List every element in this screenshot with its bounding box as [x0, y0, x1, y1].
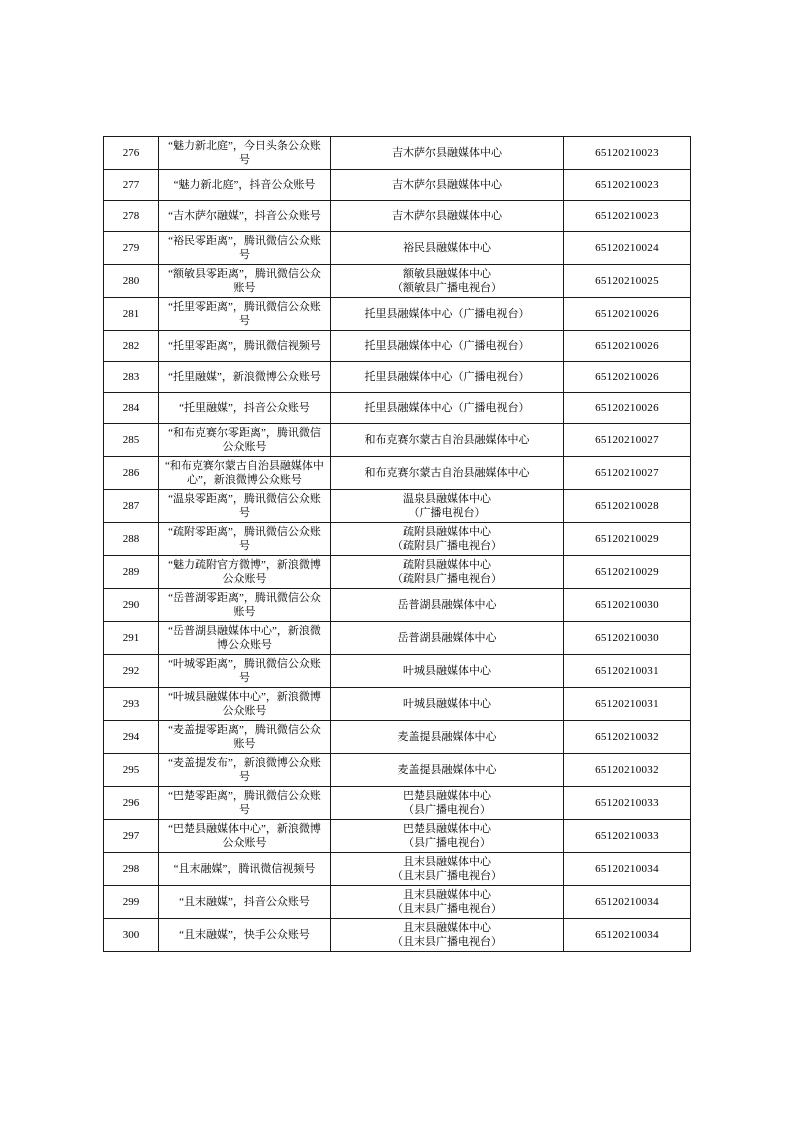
account-name-cell: “和布克赛尔零距离”，腾讯微信公众账号 — [159, 424, 331, 457]
table-row — [104, 589, 691, 622]
organization-line: 麦盖提县融媒体中心 — [397, 764, 497, 776]
organization-line: 巴楚县融媒体中心 — [403, 790, 491, 802]
table-row — [104, 170, 691, 201]
account-name-cell: “裕民零距离”，腾讯微信公众账号 — [159, 232, 331, 265]
organization-line: 额敏县融媒体中心 — [403, 268, 491, 280]
license-number-cell: 65120210025 — [564, 265, 691, 298]
license-number-cell: 65120210034 — [564, 886, 691, 919]
organization-cell — [331, 393, 564, 424]
row-number-cell: 280 — [104, 265, 159, 298]
license-number-cell: 65120210026 — [564, 362, 691, 393]
organization-cell — [331, 424, 564, 457]
license-number-cell: 65120210032 — [564, 754, 691, 787]
organization-line: 巴楚县融媒体中心 — [403, 823, 491, 835]
organization-line: 且末县融媒体中心 — [403, 922, 491, 934]
organization-line: （且末县广播电视台） — [392, 936, 502, 948]
organization-line: 疏附县融媒体中心 — [403, 559, 491, 571]
organization-line: （广播电视台） — [408, 507, 486, 519]
license-number-cell: 65120210033 — [564, 787, 691, 820]
table-row — [104, 393, 691, 424]
row-number-cell: 276 — [104, 137, 159, 170]
table-row — [104, 331, 691, 362]
license-number-cell: 65120210034 — [564, 853, 691, 886]
account-name-cell: “疏附零距离”，腾讯微信公众账号 — [159, 523, 331, 556]
account-name-cell: “叶城县融媒体中心”，新浪微博公众账号 — [159, 688, 331, 721]
row-number-cell: 287 — [104, 490, 159, 523]
organization-cell — [331, 457, 564, 490]
organization-line: （额敏县广播电视台） — [392, 282, 502, 294]
license-number-cell: 65120210023 — [564, 170, 691, 201]
license-number-cell: 65120210026 — [564, 393, 691, 424]
organization-line: 托里县融媒体中心（广播电视台） — [364, 402, 530, 414]
row-number-cell: 289 — [104, 556, 159, 589]
license-number-cell: 65120210026 — [564, 331, 691, 362]
organization-cell — [331, 362, 564, 393]
table-row — [104, 523, 691, 556]
organization-cell — [331, 137, 564, 170]
row-number-cell: 283 — [104, 362, 159, 393]
row-number-cell: 298 — [104, 853, 159, 886]
table-row — [104, 298, 691, 331]
row-number-cell: 277 — [104, 170, 159, 201]
organization-cell — [331, 919, 564, 952]
organization-line: 且末县融媒体中心 — [403, 856, 491, 868]
account-name-cell: “魅力新北庭”，今日头条公众账号 — [159, 137, 331, 170]
organization-line: 吉木萨尔县融媒体中心 — [392, 147, 502, 159]
license-number-cell: 65120210032 — [564, 721, 691, 754]
license-number-cell: 65120210029 — [564, 523, 691, 556]
organization-cell — [331, 787, 564, 820]
license-number-cell: 65120210030 — [564, 589, 691, 622]
table-row — [104, 919, 691, 952]
license-number-cell: 65120210026 — [564, 298, 691, 331]
organization-line: （且末县广播电视台） — [392, 870, 502, 882]
table-row — [104, 556, 691, 589]
organization-cell — [331, 331, 564, 362]
account-name-cell: “魅力疏附官方微博”，新浪微博公众账号 — [159, 556, 331, 589]
row-number-cell: 285 — [104, 424, 159, 457]
row-number-cell: 279 — [104, 232, 159, 265]
organization-cell — [331, 490, 564, 523]
row-number-cell: 278 — [104, 201, 159, 232]
organization-cell — [331, 688, 564, 721]
organization-line: （疏附县广播电视台） — [392, 573, 502, 585]
row-number-cell: 296 — [104, 787, 159, 820]
table-row — [104, 424, 691, 457]
row-number-cell: 294 — [104, 721, 159, 754]
account-name-cell: “额敏县零距离”，腾讯微信公众账号 — [159, 265, 331, 298]
account-name-cell: “托里融媒”，新浪微博公众账号 — [159, 362, 331, 393]
organization-cell — [331, 853, 564, 886]
account-name-cell: “温泉零距离”，腾讯微信公众账号 — [159, 490, 331, 523]
organization-cell — [331, 721, 564, 754]
organization-line: （县广播电视台） — [403, 837, 491, 849]
table-row — [104, 721, 691, 754]
organization-cell — [331, 754, 564, 787]
organization-cell — [331, 170, 564, 201]
organization-line: 疏附县融媒体中心 — [403, 526, 491, 538]
account-name-cell: “且末融媒”，快手公众账号 — [159, 919, 331, 952]
organization-cell — [331, 655, 564, 688]
row-number-cell: 297 — [104, 820, 159, 853]
row-number-cell: 291 — [104, 622, 159, 655]
license-number-cell: 65120210027 — [564, 424, 691, 457]
organization-line: 岳普湖县融媒体中心 — [397, 632, 497, 644]
table-row — [104, 820, 691, 853]
row-number-cell: 288 — [104, 523, 159, 556]
license-number-cell: 65120210033 — [564, 820, 691, 853]
organization-line: 温泉县融媒体中心 — [403, 493, 491, 505]
license-number-cell: 65120210024 — [564, 232, 691, 265]
account-name-cell: “麦盖提零距离”，腾讯微信公众账号 — [159, 721, 331, 754]
organization-line: 和布克赛尔蒙古自治县融媒体中心 — [364, 434, 530, 446]
account-name-cell: “叶城零距离”，腾讯微信公众账号 — [159, 655, 331, 688]
organization-line: 和布克赛尔蒙古自治县融媒体中心 — [364, 467, 530, 479]
organization-cell — [331, 556, 564, 589]
organization-line: 托里县融媒体中心（广播电视台） — [364, 308, 530, 320]
row-number-cell: 295 — [104, 754, 159, 787]
row-number-cell: 282 — [104, 331, 159, 362]
row-number-cell: 299 — [104, 886, 159, 919]
license-table-body — [104, 137, 691, 952]
organization-line: （且末县广播电视台） — [392, 903, 502, 915]
table-row — [104, 754, 691, 787]
table-row — [104, 490, 691, 523]
organization-line: 且末县融媒体中心 — [403, 889, 491, 901]
table-row — [104, 787, 691, 820]
organization-line: （疏附县广播电视台） — [392, 540, 502, 552]
account-name-cell: “托里零距离”，腾讯微信公众账号 — [159, 298, 331, 331]
organization-cell — [331, 232, 564, 265]
account-name-cell: “和布克赛尔蒙古自治县融媒体中心”，新浪微博公众账号 — [159, 457, 331, 490]
license-number-cell: 65120210031 — [564, 655, 691, 688]
license-number-cell: 65120210027 — [564, 457, 691, 490]
organization-line: 吉木萨尔县融媒体中心 — [392, 210, 502, 222]
organization-cell — [331, 820, 564, 853]
table-row — [104, 201, 691, 232]
organization-line: 叶城县融媒体中心 — [403, 665, 491, 677]
license-number-cell: 65120210023 — [564, 201, 691, 232]
organization-cell — [331, 589, 564, 622]
account-name-cell: “吉木萨尔融媒”，抖音公众账号 — [159, 201, 331, 232]
organization-cell — [331, 622, 564, 655]
account-name-cell: “巴楚零距离”，腾讯微信公众账号 — [159, 787, 331, 820]
table-row — [104, 622, 691, 655]
table-row — [104, 457, 691, 490]
organization-cell — [331, 523, 564, 556]
organization-line: 吉木萨尔县融媒体中心 — [392, 179, 502, 191]
organization-cell — [331, 298, 564, 331]
table-row — [104, 688, 691, 721]
table-row — [104, 137, 691, 170]
row-number-cell: 281 — [104, 298, 159, 331]
account-name-cell: “麦盖提发布”，新浪微博公众账号 — [159, 754, 331, 787]
row-number-cell: 284 — [104, 393, 159, 424]
table-row — [104, 362, 691, 393]
row-number-cell: 300 — [104, 919, 159, 952]
row-number-cell: 286 — [104, 457, 159, 490]
account-name-cell: “托里零距离”，腾讯微信视频号 — [159, 331, 331, 362]
organization-cell — [331, 201, 564, 232]
license-number-cell: 65120210029 — [564, 556, 691, 589]
license-number-cell: 65120210031 — [564, 688, 691, 721]
account-name-cell: “且末融媒”，腾讯微信视频号 — [159, 853, 331, 886]
table-row — [104, 886, 691, 919]
table-row — [104, 265, 691, 298]
organization-line: （县广播电视台） — [403, 804, 491, 816]
organization-line: 裕民县融媒体中心 — [403, 242, 491, 254]
media-license-table — [103, 136, 691, 952]
organization-cell — [331, 265, 564, 298]
table-row — [104, 232, 691, 265]
license-number-cell: 65120210028 — [564, 490, 691, 523]
organization-line: 托里县融媒体中心（广播电视台） — [364, 340, 530, 352]
table-row — [104, 853, 691, 886]
row-number-cell: 293 — [104, 688, 159, 721]
account-name-cell: “托里融媒”，抖音公众账号 — [159, 393, 331, 424]
organization-line: 叶城县融媒体中心 — [403, 698, 491, 710]
account-name-cell: “魅力新北庭”，抖音公众账号 — [159, 170, 331, 201]
table-row — [104, 655, 691, 688]
organization-line: 麦盖提县融媒体中心 — [397, 731, 497, 743]
license-number-cell: 65120210030 — [564, 622, 691, 655]
row-number-cell: 290 — [104, 589, 159, 622]
organization-cell — [331, 886, 564, 919]
license-number-cell: 65120210023 — [564, 137, 691, 170]
license-number-cell: 65120210034 — [564, 919, 691, 952]
organization-line: 托里县融媒体中心（广播电视台） — [364, 371, 530, 383]
account-name-cell: “且末融媒”，抖音公众账号 — [159, 886, 331, 919]
account-name-cell: “巴楚县融媒体中心”，新浪微博公众账号 — [159, 820, 331, 853]
row-number-cell: 292 — [104, 655, 159, 688]
account-name-cell: “岳普湖县融媒体中心”，新浪微博公众账号 — [159, 622, 331, 655]
account-name-cell: “岳普湖零距离”，腾讯微信公众账号 — [159, 589, 331, 622]
organization-line: 岳普湖县融媒体中心 — [397, 599, 497, 611]
